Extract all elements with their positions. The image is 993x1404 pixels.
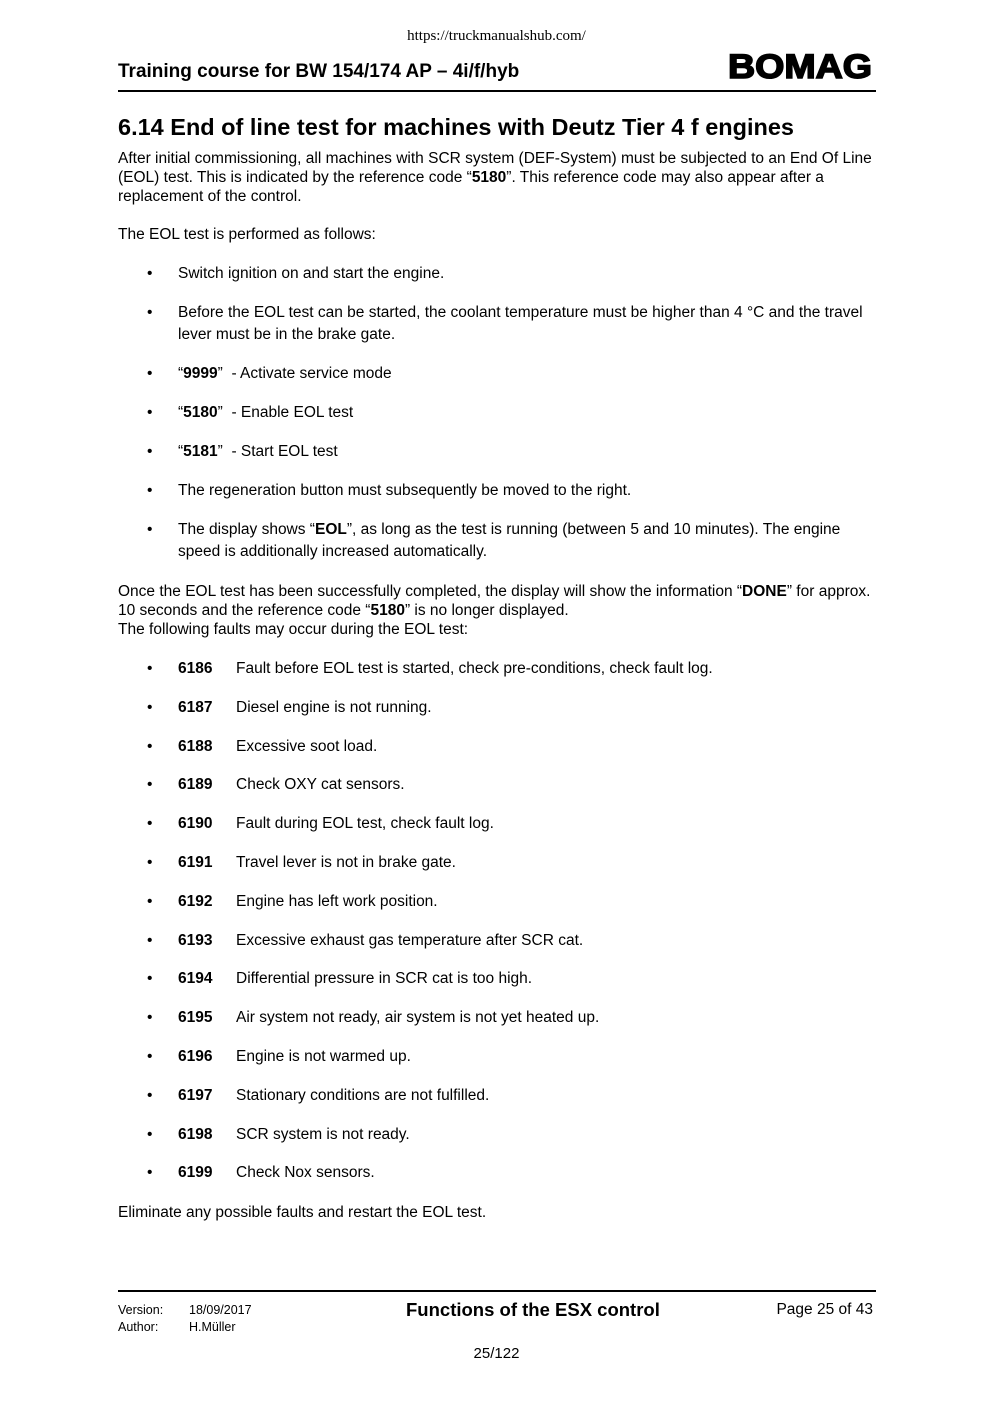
fault-item: • 6186 Fault before EOL test is started, check pre-conditions, check fault log.: [118, 658, 876, 680]
bomag-logo: [726, 50, 874, 80]
page-number: 25/122: [473, 1345, 520, 1362]
completion-paragraph: Once the EOL test has been successfully completed, the display will show the information “DONE” for approx. 10 seconds and the reference code “5180” is no longer displayed. The following faults may occur during the EOL test:: [118, 583, 871, 638]
source-url[interactable]: https://truckmanualshub.com/: [407, 28, 586, 44]
procedure-steps: [118, 263, 876, 563]
fault-item: • 6189 Check OXY cat sensors.: [118, 774, 876, 796]
list-item: • Switch ignition on and start the engine.: [118, 263, 876, 285]
fault-item: • 6188 Excessive soot load.: [118, 736, 876, 758]
fault-item: • 6195 Air system not ready, air system is not yet heated up.: [118, 1007, 876, 1029]
procedure-lead: The EOL test is performed as follows:: [118, 226, 376, 243]
page-footer: [118, 1290, 876, 1334]
fault-list: [118, 658, 876, 1184]
fault-item: • 6187 Diesel engine is not running.: [118, 697, 876, 719]
fault-item: • 6196 Engine is not warmed up.: [118, 1046, 876, 1068]
version-value: 18/09/2017: [189, 1303, 252, 1317]
fault-item: • 6199 Check Nox sensors.: [118, 1162, 876, 1184]
list-item: • The regeneration button must subsequently be moved to the right.: [118, 480, 876, 502]
author-label: Author:: [118, 1320, 159, 1334]
fault-item: • 6192 Engine has left work position.: [118, 891, 876, 913]
closing-paragraph: Eliminate any possible faults and restart the EOL test.: [118, 1204, 487, 1222]
footer-chapter-title: Functions of the ESX control: [406, 1299, 660, 1320]
intro-paragraph: After initial commissioning, all machines with SCR system (DEF-System) must be subjected to an End Of Line (EOL) test. This is indicated by the reference code “5180”. This reference code may also appear after a replacement of the control.: [118, 150, 872, 205]
page-header: [118, 50, 876, 92]
fault-item: • 6197 Stationary conditions are not fulfilled.: [118, 1085, 876, 1107]
footer-meta: [118, 1302, 252, 1336]
fault-item: • 6194 Differential pressure in SCR cat is too high.: [118, 968, 876, 990]
list-item: • “5181” - Start EOL test: [118, 441, 876, 463]
version-label: Version:: [118, 1303, 164, 1317]
main-content: [118, 113, 876, 1222]
list-item: • Before the EOL test can be started, the coolant temperature must be higher than 4 °C and the travel lever must be in the brake gate.: [118, 302, 876, 346]
author-value: H.Müller: [189, 1320, 236, 1334]
fault-item: • 6190 Fault during EOL test, check fault log.: [118, 813, 876, 835]
list-item: • “9999” - Activate service mode: [118, 363, 876, 385]
footer-page-indicator: Page 25 of 43: [776, 1301, 873, 1318]
list-item: • The display shows “EOL”, as long as the test is running (between 5 and 10 minutes). The engine speed is additionally increased automatically.: [118, 519, 876, 563]
fault-item: • 6198 SCR system is not ready.: [118, 1124, 876, 1146]
section-title: 6.14 End of line test for machines with Deutz Tier 4 f engines: [118, 114, 794, 140]
svg-text:BOMAG: BOMAG: [728, 50, 872, 80]
list-item: • “5180” - Enable EOL test: [118, 402, 876, 424]
fault-item: • 6191 Travel lever is not in brake gate.: [118, 852, 876, 874]
header-title: Training course for BW 154/174 AP – 4i/f/hyb: [118, 61, 520, 82]
fault-item: • 6193 Excessive exhaust gas temperature after SCR cat.: [118, 930, 876, 952]
